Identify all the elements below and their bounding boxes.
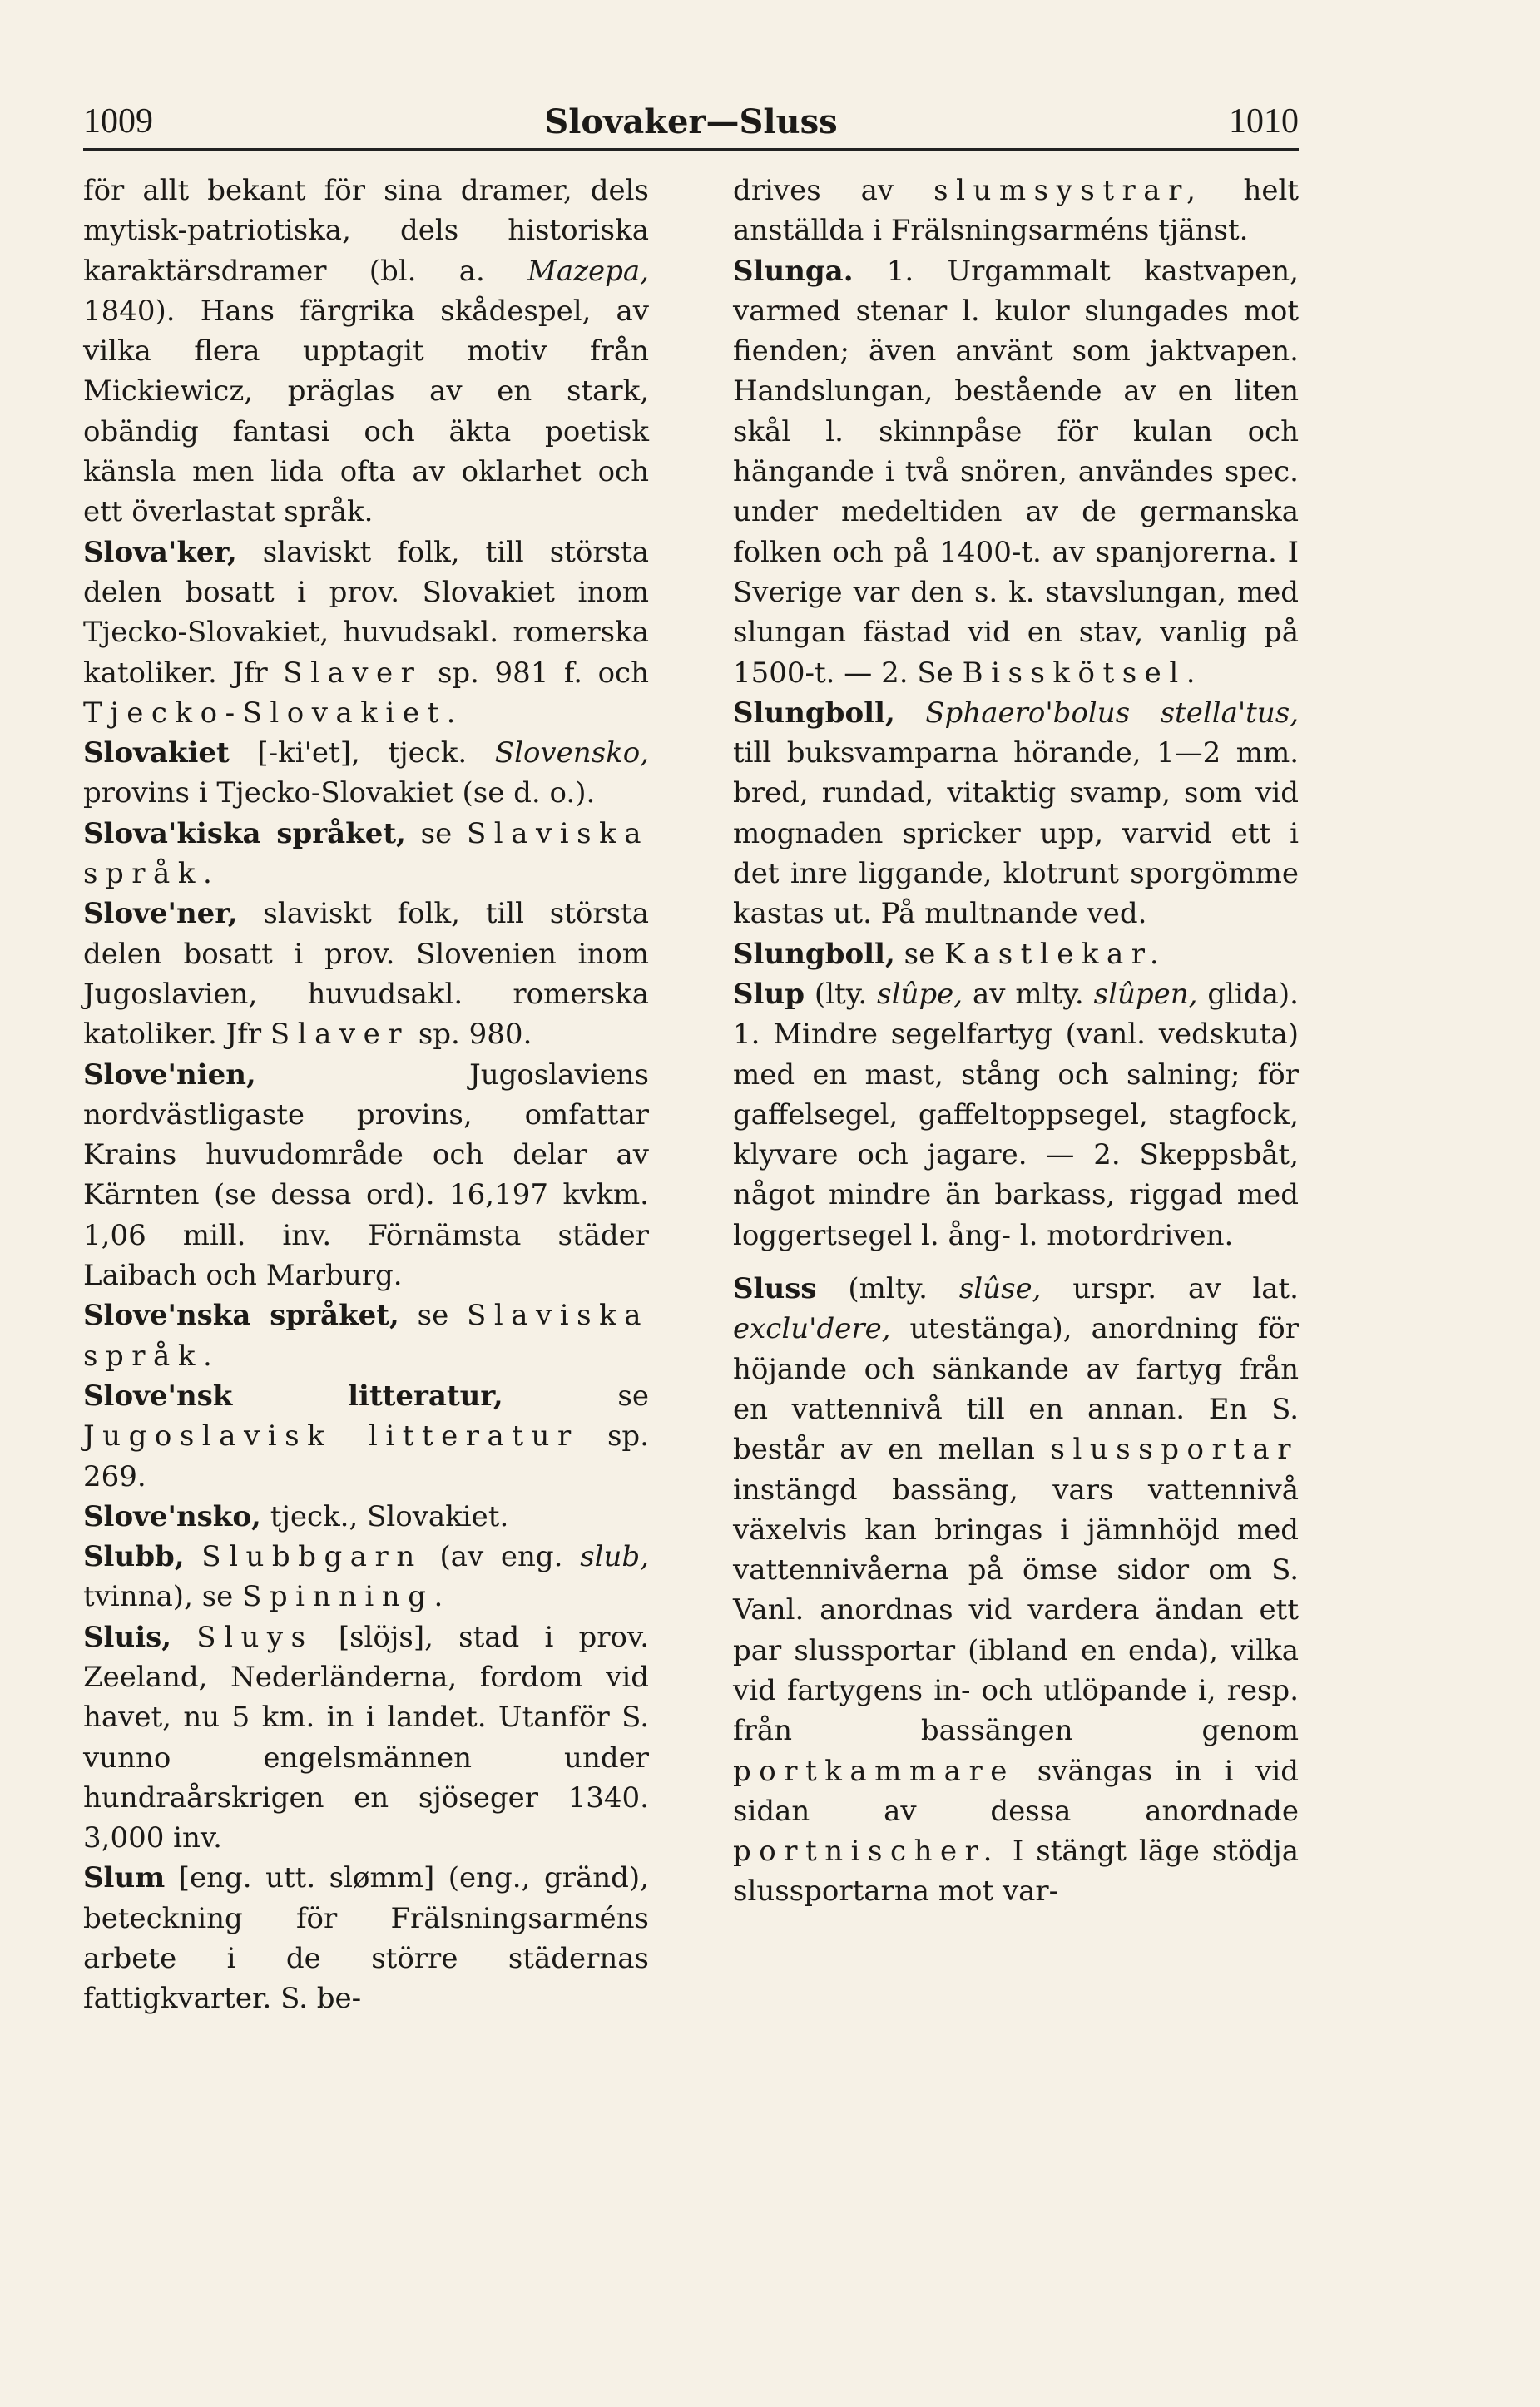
entry-text: Slaviska språk. <box>83 1299 650 1373</box>
entry-headword: Slunga. <box>733 254 854 288</box>
left-page-number: 1009 <box>83 102 153 141</box>
entry-text: av mlty. <box>963 977 1094 1011</box>
entry-text: slaviskt folk, till största delen bosatt i prov. Slovakiet inom Tjecko-Slovakiet, huvudsakl. romerska katoliker. Jfr <box>83 535 649 690</box>
dictionary-entry <box>83 1497 649 1537</box>
entry-headword: Slove'ner, <box>83 897 238 931</box>
entry-text: slûpe, <box>877 977 963 1011</box>
entry-text <box>171 1621 196 1654</box>
dictionary-entry <box>83 1858 649 2018</box>
dictionary-entry <box>83 1376 649 1497</box>
entry-text: sp. 980. <box>409 1018 532 1052</box>
entry-headword: Slubb, <box>83 1540 185 1574</box>
dictionary-entry <box>83 532 649 733</box>
dictionary-entry <box>83 1617 649 1859</box>
entry-text: (mlty. <box>816 1272 959 1306</box>
dictionary-entry <box>83 1295 649 1376</box>
entry-text: tjeck., Slovakiet. <box>260 1499 509 1533</box>
entry-text <box>895 696 925 730</box>
entry-text: sp. 269. <box>83 1419 649 1493</box>
entry-text: slûse, <box>958 1272 1042 1306</box>
entry-headword: Slova'ker, <box>83 535 237 569</box>
entry-text: sp. 981 f. och <box>422 656 649 690</box>
right-column <box>733 171 1299 2349</box>
entry-text: 1. Urgammalt kastvapen, varmed stenar l. kulor slungades mot fienden; även använt som jaktvapen. Handslungan, bestående av en liten skål l. skinnpåse för kulan och hängande i två snören, användes spec. under medeltiden av de germanska folken och på 1400-t. av spanjorerna. I Sverige var den s. k. stavslungan, med slungan fästad vid en stav, vanlig på 1500-t. — 2. Se <box>733 254 1299 690</box>
entry-text: utestänga), anordning för höjande och sänkande av fartyg från en vattennivå till en annan. En S. består av en mellan <box>733 1312 1299 1467</box>
entry-text: urspr. av lat. <box>1041 1272 1299 1306</box>
entry-text: helt anställda i Frälsningsarméns tjänst. <box>733 174 1299 248</box>
entry-headword: Slovakiet <box>83 736 230 770</box>
dictionary-entry <box>83 814 649 894</box>
entry-text: Jugoslavisk litteratur <box>83 1419 579 1454</box>
entry-text: (lty. <box>804 977 878 1011</box>
entry-headword: Slum <box>83 1861 166 1895</box>
entry-text: I stängt läge stödja slussportarna mot var- <box>733 1835 1299 1909</box>
dictionary-entry <box>83 733 649 814</box>
entry-text: Slaver <box>270 1018 410 1052</box>
entry-text: Sphaero'bolus stella'tus, <box>925 696 1299 730</box>
dictionary-entry <box>733 693 1299 934</box>
entry-text: slussportar <box>1050 1433 1299 1467</box>
entry-text: slûpen, <box>1093 977 1198 1011</box>
entry-text: glida). 1. Mindre segelfartyg (vanl. vedskuta) med en mast, stång och salning; för gaffelsegel, gaffeltoppsegel, stagfock, klyvare och jagare. — 2. Skeppsbåt, något mindre än barkass, riggad med loggertsegel l. ång- l. motordriven. <box>733 977 1299 1252</box>
text-columns <box>83 171 1299 2349</box>
entry-text: Mazepa, <box>527 254 649 288</box>
entry-text: se <box>503 1379 649 1413</box>
entry-text: Kastlekar. <box>944 937 1167 971</box>
dictionary-entry <box>83 1055 649 1296</box>
dictionary-entry <box>733 934 1299 974</box>
entry-text: se <box>405 816 467 850</box>
entry-text <box>185 1540 202 1573</box>
entry-text: 1840). Hans färgrika skådespel, av vilka flera upptagit motiv från Mickiewicz, präglas av en stark, obändig fantasi och äkta poetisk känsla men lida ofta av oklarhet och ett överlastat språk. <box>83 294 649 529</box>
entry-text: (av eng. <box>422 1540 581 1574</box>
dictionary-entry <box>83 171 649 532</box>
entry-text: Spinning. <box>242 1580 451 1614</box>
entry-headword: Slove'nsko, <box>83 1499 261 1533</box>
entry-text: för allt bekant för sina dramer, dels mytisk-patriotiska, dels historiska karaktärsdramer (bl. a. <box>83 174 649 288</box>
entry-text: Slaviska språk. <box>83 816 649 891</box>
entry-headword: Sluis, <box>83 1620 172 1654</box>
entry-text: Slubbgarn <box>201 1540 423 1574</box>
entry-text: Jugoslaviens nordvästligaste provins, omfattar Krains huvudområde och delar av Kärnten (se dessa ord). 16,197 kvkm. 1,06 mill. inv. Förnämsta städer Laibach och Marburg. <box>83 1057 649 1293</box>
page-header <box>83 83 1299 141</box>
entry-text: slub, <box>580 1540 649 1574</box>
header-rule <box>83 148 1299 151</box>
entry-text: [eng. utt. slømm] (eng., gränd), beteckning för Frälsningsarméns arbete i de större städernas fattigkvarter. S. be- <box>83 1861 649 2016</box>
dictionary-entry <box>733 974 1299 1256</box>
entry-headword: Slove'nien, <box>83 1057 256 1092</box>
entry-headword: Slove'nska språket, <box>83 1299 399 1333</box>
entry-text: provins i Tjecko-Slovakiet (se d. o.). <box>83 776 596 810</box>
entry-text: exclu'dere, <box>733 1312 891 1346</box>
entry-text: [slöjs], stad i prov. Zeeland, Nederländerna, fordom vid havet, nu 5 km. in i landet. Utanför S. vunno engelsmännen under hundraårskrigen en sjöseger 1340. 3,000 inv. <box>83 1620 650 1855</box>
entry-text: [-ki'et], tjeck. <box>229 736 495 770</box>
entry-text: portnischer. <box>733 1835 1000 1869</box>
entry-headword: Slove'nsk litteratur, <box>83 1379 503 1413</box>
entry-text: Slaver <box>283 656 423 690</box>
entry-text: till buksvamparna hörande, 1—2 mm. bred, rundad, vitaktig svamp, som vid mognaden spricker upp, varvid ett i det inre liggande, klotrunt sporgömme kastas ut. På multnande ved. <box>733 736 1299 931</box>
entry-text: Tjecko-Slovakiet. <box>83 696 463 730</box>
entry-headword: Slungboll, <box>733 696 895 730</box>
entry-text: Sluys <box>196 1620 314 1654</box>
entry-text: portkammare <box>733 1754 1015 1788</box>
entry-text: instängd bassäng, vars vattennivå växelvis kan bringas i jämnhöjd med vattennivåerna på ömse sidor om S. Vanl. anordnas vid vardera ändan ett par slussportar (ibland en enda), vilka vid fartygens in- och utlöpande i, resp. från bassängen genom <box>733 1473 1299 1748</box>
dictionary-entry <box>83 1537 649 1617</box>
entry-headword: Slungboll, <box>733 937 895 971</box>
entry-text: drives av <box>733 174 934 207</box>
dictionary-entry <box>733 171 1299 251</box>
entry-text: slaviskt folk, till största delen bosatt i prov. Slovenien inom Jugoslavien, huvudsakl. romerska katoliker. Jfr <box>83 897 649 1052</box>
entry-text: se <box>894 937 944 971</box>
entry-text: tvinna), se <box>83 1580 243 1614</box>
dictionary-entry <box>733 251 1299 693</box>
entry-text: slumsystrar, <box>933 174 1204 207</box>
dictionary-entry <box>733 1269 1299 1912</box>
page-title: Slovaker—Sluss <box>544 102 838 141</box>
entry-headword: Slup <box>733 977 805 1011</box>
entry-text: Bisskötsel. <box>962 656 1204 690</box>
left-column <box>83 171 649 2349</box>
entry-headword: Sluss <box>733 1272 817 1306</box>
entry-headword: Slova'kiska språket, <box>83 816 406 850</box>
dictionary-entry <box>83 894 649 1054</box>
entry-text: se <box>399 1299 468 1333</box>
entry-text: svängas in i vid sidan av dessa anordnade <box>733 1754 1299 1828</box>
entry-text: Slovensko, <box>494 736 649 770</box>
right-page-number: 1010 <box>1229 102 1299 141</box>
